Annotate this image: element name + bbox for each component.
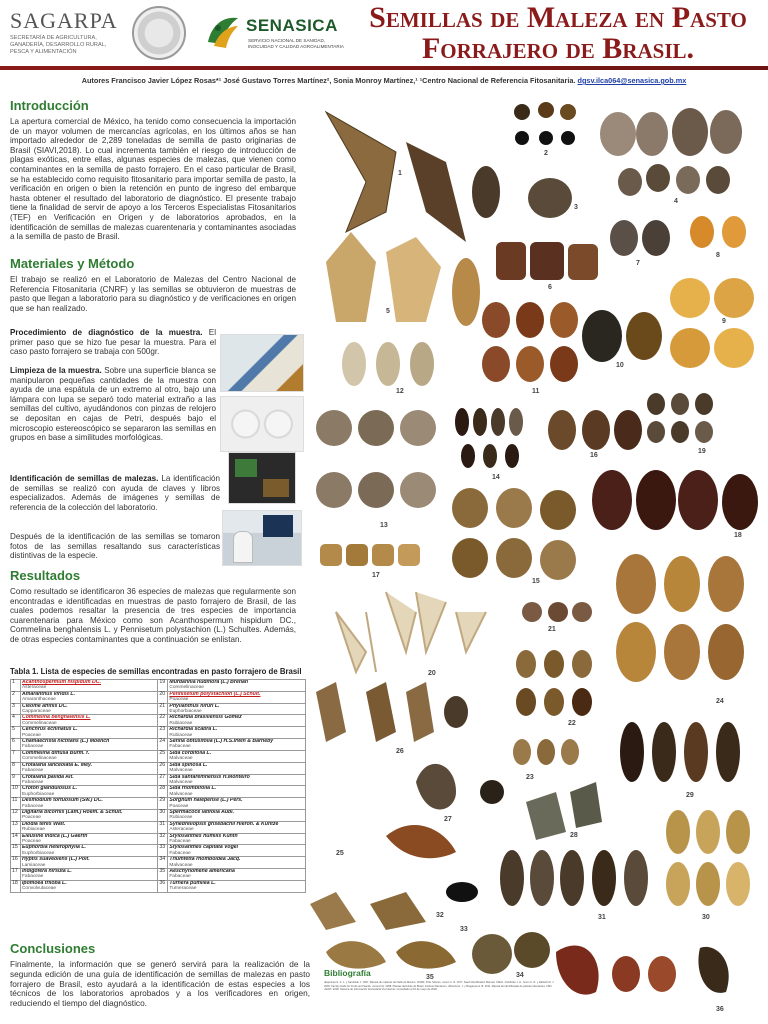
species-cell [20,880,157,892]
seed-label-11: 11 [532,388,540,395]
bibliography-section [324,968,560,992]
species-name: Acanthospermum hispidum DC. [21,680,101,685]
seed-senna-image [616,554,744,682]
introduction-section [10,98,296,242]
methods-heading: Materiales y Método [10,256,135,271]
species-number: 27 [158,774,168,786]
species-cell [20,821,157,833]
seed-label-17: 17 [372,572,380,579]
species-family: Poaceae [21,732,41,738]
sagarpa-subtitle: SECRETARÍA DE AGRICULTURA, GANADERÍA, DESARROLLO RURAL, PESCA Y ALIMENTACIÓN [10,35,107,55]
cleaning-text: Sobre una superficie blanca se manipularon pequeñas cantidades de la muestra con ayuda de una espátula de un extremo al otro, bajo una lámpara con lupa se separó todo material extraño a las semillas del cultivo, ayudándonos con pinzas de relojero se depositan en cajas de Petri, después bajo el microscopio estereoscópico se separaron las semillas en grupos en base a similitudes morfológicas. [10,366,217,443]
species-family: Poaceae [21,815,41,821]
species-number: 31 [158,821,168,833]
species-cell [20,703,157,715]
seed-label-31: 31 [598,914,606,921]
species-name: Sorghum halepense (L.) Pers. [169,798,243,804]
species-name: Chamaecrista nictitans (L.) Moench [21,739,110,745]
table-row [11,750,306,762]
title-line-2: Forrajero de Brasil. [421,32,695,65]
senasica-logo [204,10,354,60]
species-number: 21 [158,703,168,715]
species-family: Fabaceae [169,874,191,880]
species-family: Rubiaceae [169,815,193,821]
species-family: Fabaceae [21,874,44,880]
species-family: Euphorbiaceae [169,709,202,715]
species-cell [168,750,306,762]
seed-label-22: 22 [568,720,576,727]
species-number: 25 [158,750,168,762]
species-name: Diodia teres Walt. [21,821,66,827]
authors-text: Autores Francisco Javier López Rosas*¹ José Gustavo Torres Martínez², Sonia Monroy Martínez,¹ ¹Centro Nacional de Referencia Fitosanitaria. [81,76,576,85]
seed-plate [306,92,762,1018]
species-number: 34 [158,857,168,869]
species-family: Rubiaceae [169,732,193,738]
seed-hyptis-image [548,410,642,450]
table-row [11,809,306,821]
species-cell [20,833,157,845]
species-family: Malvaceae [169,768,193,774]
seed-acanthospermum-image [326,112,500,242]
species-cell [168,857,306,869]
seed-indigofera-image [320,544,420,566]
species-name: Richardia brasiliensis Gómez [169,715,242,721]
species-name: Ipomoea triloba L. [21,880,67,886]
species-name: Synedrellopsis grisebachii Hieron. & Kuntze [169,821,279,827]
poster-title [352,2,764,64]
seed-cenchrus-image [326,232,480,326]
seed-label-9: 9 [722,318,726,325]
seed-label-8: 8 [716,252,720,259]
species-family: Malvaceae [169,862,193,868]
species-cell [20,680,157,692]
species-family: Malvaceae [169,756,193,762]
species-family: Asteraceae [21,685,47,691]
species-name: Pennisetum polystachion (L.) Schult. [169,691,261,697]
species-name: Eleusine indica (L.) Gaertn [21,833,88,839]
identification-paragraph [10,474,220,512]
poster-header [0,0,768,68]
species-number: 19 [158,680,168,692]
species-number: 23 [158,727,168,739]
species-cell [20,691,157,703]
seed-label-5: 5 [386,308,390,315]
species-cell [20,798,157,810]
species-family: Poaceae [21,838,41,844]
seed-stylosanthes-image [310,825,478,930]
table-row [11,833,306,845]
table-row [11,869,306,881]
species-table [10,679,306,893]
seed-photographs [306,92,762,1018]
species-number: 5 [11,727,21,739]
species-cell [168,715,306,727]
table-row [11,880,306,892]
seed-digitaria-image [342,342,434,386]
microscope-lab-photo [222,510,302,566]
species-number: 6 [11,739,21,751]
species-cell [168,869,306,881]
species-name: Euphorbia heterophylla L. [21,845,86,851]
species-cell [20,786,157,798]
seed-label-26: 26 [396,748,404,755]
seed-murdannia-image [647,393,713,443]
sagarpa-name: SAGARPA [10,8,118,33]
species-name: Sida spinosa L. [169,762,208,768]
species-number: 28 [158,786,168,798]
species-cell [168,809,306,821]
senasica-subtitle: SERVICIO NACIONAL DE SANIDAD, INOCUIDAD Y CALIDAD AGROALIMENTARIA [248,38,344,49]
seed-label-23: 23 [526,774,534,781]
seed-label-14: 14 [492,474,500,481]
introduction-text: La apertura comercial de México, ha tenido como consecuencia la importación de un mayor volumen de mercancías agrícolas, en los últimos años se han importado alrededor de 2,289 toneladas de semilla de pasto originarias de Brasil (SIAVI,2018). Lo cual incrementa también el riesgo de introducción de plagas exóticas, entre ellas, algunas especies de malezas, que vienen como contaminantes en la semilla de pasto forrajero. En el caso particular de Brasil, se ha establecido como requisito fitosanitario para importar semilla de pasto, la verificación en origen o bien la retención en punto de ingreso del embarque hasta obtener el resultado del laboratorio de diagnóstico. El presente trabajo tiene la finalidad de servir de apoyo a los Terceros Especialistas Fitosanitarios (TEF) en Verificación en Origen y de laboratorios aprobados, en la identificación de semillas de malezas cuarentenaria y contaminantes asociadas a la semilla de pasto de Brasil. [10,117,296,242]
seed-amaranthus-image [514,102,576,145]
seed-synedrellopsis-image [500,850,648,906]
results-text: Como resultado se identificaron 36 especies de malezas que regularmente son encontradas e identificadas en muestras de pasto forrajero de Brasil, de las cuales podemos resaltar la presencia de tres especies de importancia cuarentenaria para México como son Acanthospermum hispidum DC., Commelina benghalensis L. y Pennisetum polystachion (L.) Schultes. Además, de otras especies contaminantes que a continuación se enlistan. [10,587,296,644]
seed-label-24: 24 [716,698,724,705]
species-name: Murdannia nudiflora (L.) Brenan [169,680,249,685]
species-family: Fabaceae [169,838,191,844]
species-name: Crotalaria lanceolata E. Mey. [21,762,93,768]
species-name: Cenchrus echinatus L. [21,727,78,733]
table-row [11,786,306,798]
species-number: 11 [11,798,21,810]
results-heading: Resultados [10,568,81,583]
species-number: 18 [11,880,21,892]
species-number: 22 [158,715,168,727]
species-cell [20,750,157,762]
seed-label-21: 21 [548,626,556,633]
cleaning-title: Limpieza de la muestra. [10,366,102,375]
species-cell [20,809,157,821]
seed-label-29: 29 [686,792,694,799]
seed-croton-image [582,310,662,362]
species-family: Commelinaceae [21,720,57,726]
seed-ipomoea-image [592,470,758,530]
seed-diodia-image [316,410,436,508]
species-cell [168,727,306,739]
species-cell [168,680,306,692]
seed-label-18: 18 [734,532,742,539]
seed-sida-image [316,682,468,742]
species-number: 32 [158,833,168,845]
senasica-name: SENASICA [246,16,338,35]
author-email-link[interactable]: dgsv.ilca064@senasica.gob.mx [577,76,687,85]
identification-text: La identificación de semillas se realizó con ayuda de claves y libros especializados. Además de imágenes y semillas de referencia de la colección del laboratorio. [10,474,221,512]
table-row [11,739,306,751]
species-name: Cleome affinis DC. [21,703,68,709]
conclusions-section [10,941,310,1009]
authors-line [0,76,768,85]
species-name: Croton glandulosus L. [21,786,78,792]
seed-spermacoce-image [666,810,750,906]
species-cell [168,821,306,833]
species-cell [168,739,306,751]
seed-label-7: 7 [636,260,640,267]
species-cell [20,739,157,751]
species-cell [20,727,157,739]
seed-sida-rhombifolia-image [526,782,602,840]
species-number: 30 [158,809,168,821]
procedure-text: El primer paso que se hizo fue pesar la muestra. Para el caso pasto forrajero se trabaja con 500gr. [10,328,216,357]
species-name: Amaranthus viridis L. [21,691,76,697]
seed-chamaecrista-image [496,242,598,280]
species-name: Hyptis suaveolens (L.) Poit. [21,857,90,863]
seed-label-25: 25 [336,850,344,857]
table-row [11,845,306,857]
seed-euphorbia-image [452,488,576,580]
species-name: Senna obtusifolia (L.) H.S.Irwin & Barneby [169,739,274,745]
species-cell [20,845,157,857]
petri-dish-photo [220,396,304,452]
senasica-emblem-icon [204,12,242,50]
species-number: 33 [158,845,168,857]
species-cell [168,798,306,810]
seed-sorghum-image [620,722,740,782]
bibliography-heading: Bibliografía [324,968,371,978]
species-cell [168,703,306,715]
species-number: 26 [158,762,168,774]
species-name: Richardia scabra L. [169,727,218,733]
species-cell [20,762,157,774]
species-family: Fabaceae [169,744,191,750]
seed-pennisetum-image [336,592,486,672]
seed-aeschynomene-image [326,941,456,968]
table-row [11,727,306,739]
species-number: 15 [11,845,21,857]
species-cell [168,691,306,703]
seed-label-30: 30 [702,914,710,921]
species-family: Commelinaceae [169,685,205,691]
species-family: Amaranthaceae [21,697,56,703]
species-family: Poaceae [169,803,189,809]
seed-label-33: 33 [460,926,468,933]
seed-commelina-image [600,108,742,196]
species-name: Commelina diffusa Burm. f. [21,750,90,756]
seed-label-12: 12 [396,388,404,395]
mexico-seal-icon [132,6,186,60]
table-row [11,715,306,727]
species-name: Digitaria bicornis (Lam.) Roem. & Schult. [21,809,123,815]
table-row [11,703,306,715]
header-divider [0,66,768,70]
species-number: 10 [11,786,21,798]
seed-label-19: 19 [698,448,706,455]
seed-richardia-scabra-image [513,739,579,765]
seed-label-13: 13 [380,522,388,529]
species-family: Malvaceae [169,791,193,797]
species-cell [168,880,306,892]
species-family: Commelinaceae [21,756,57,762]
species-family: Poaceae [169,697,189,703]
species-family: Turneraceae [169,886,197,892]
species-name: Spermacoce latifolia Aubl. [169,809,235,815]
table-row [11,680,306,692]
species-name: Aeschynomene americana [169,869,235,874]
introduction-heading: Introducción [10,98,89,113]
species-number: 36 [158,880,168,892]
species-family: Malvaceae [169,779,193,785]
seed-label-34: 34 [516,972,524,979]
photography-text: Después de la identificación de las semillas se tomaron fotos de las semillas resaltando sus características distintivas de la especie. [10,532,220,561]
species-name: Indigofera hirsuta L. [21,869,72,874]
species-number: 1 [11,680,21,692]
species-number: 9 [11,774,21,786]
species-number: 12 [11,809,21,821]
species-family: Fabaceae [169,850,191,856]
seed-phyllanthus-image [522,602,592,622]
title-line-1: Semillas de Maleza en Pasto [369,1,747,34]
seed-label-16: 16 [590,452,598,459]
table-row [11,691,306,703]
species-number: 14 [11,833,21,845]
seed-crotalaria-pallida-image [670,278,754,368]
species-cell [168,774,306,786]
seed-label-1: 1 [398,170,402,177]
conclusions-heading: Conclusiones [10,941,96,956]
species-cell [20,869,157,881]
species-name: Phyllanthus niruri L. [169,703,220,709]
species-name: Desmodium tortuosum (Sw.) DC. [21,798,103,804]
reference-images-photo [228,452,296,504]
photography-paragraph [10,532,220,561]
species-cell [168,845,306,857]
species-number: 24 [158,739,168,751]
seed-sida-santaremnensis-image [416,764,504,810]
species-cell [20,857,157,869]
species-cell [20,774,157,786]
seed-label-6: 6 [548,284,552,291]
species-number: 16 [11,857,21,869]
species-name: Triumfetta rhomboidea Jacq. [169,857,241,863]
seed-label-35: 35 [426,974,434,981]
bibliography-text: •Espinosa G. F. J., y Sarukhán J. 1997. Manual de malezas del Valle de México. UNAM, FCE. México. •Gunn C. R. 1977. Seed Identification Manual. USDA. •Kirkbride J. H., Gunn C. R. y Dallwitz M. J. 2006. Family Guide for Fruits and Seeds. •Lorenzi H. 2008. Plantas daninhas do Brasil. Instituto Plantarum. •Moreira H. J. y Bragança H. B. 2011. Manual de identificação de plantas infestantes. FMC. •SIAVI. 2018. Sistema de Información Arancelaria Vía Internet. Consultado el 15 de mayo de 2018. [324,981,555,992]
table-title: Tabla 1. Lista de especies de semillas encontradas en pasto forrajero de Brasil [10,667,302,676]
species-family: Rubiaceae [169,720,193,726]
seed-turnera-image [556,946,729,995]
species-family: Convolvulaceae [21,886,57,892]
species-number: 17 [11,869,21,881]
table-row [11,774,306,786]
seed-desmodium-image [482,302,578,382]
species-name: Sida santaremnensis H.Monteiro [169,774,250,780]
species-family: Fabaceae [21,779,44,785]
species-family: Asteraceae [169,827,194,833]
seed-label-20: 20 [428,670,436,677]
seed-label-36: 36 [716,1006,724,1013]
species-cell [168,762,306,774]
seed-label-27: 27 [444,816,452,823]
seed-label-3: 3 [574,204,578,211]
species-cell [20,715,157,727]
species-family: Rubiaceae [21,827,45,833]
seed-label-4: 4 [674,198,678,205]
seed-label-10: 10 [616,362,624,369]
species-cell [168,833,306,845]
seed-commelina-diffusa-image [610,220,670,256]
species-number: 2 [11,691,21,703]
species-number: 29 [158,798,168,810]
seed-cleome-image [528,178,572,218]
table-row [11,762,306,774]
seed-eleusine-image [455,408,523,468]
seed-label-32: 32 [436,912,444,919]
table-row [11,857,306,869]
seed-label-28: 28 [570,832,578,839]
procedure-paragraph [10,328,216,357]
table-row [11,821,306,833]
species-family: Capparaceae [21,709,51,715]
identification-title: Identificación de semillas de malezas. [10,474,159,483]
species-name: Sida rhombifolia L. [169,786,217,792]
table-row [11,798,306,810]
species-number: 20 [158,691,168,703]
species-family: Fabaceae [21,768,44,774]
seed-crotalaria-lanceolata-image [690,216,746,248]
species-family: Euphorbiaceae [21,850,55,856]
cleaning-paragraph [10,366,216,443]
species-family: Euphorbiaceae [21,791,55,797]
species-number: 7 [11,750,21,762]
seed-label-15: 15 [532,578,540,585]
species-number: 3 [11,703,21,715]
species-name: Stylosanthes capitata Vogel [169,845,239,851]
species-family: Lamiaceae [21,862,46,868]
species-number: 8 [11,762,21,774]
species-family: Fabaceae [21,803,44,809]
species-name: Sida cordifolia L. [169,750,212,756]
species-name: Stylosanthes humilis Kunth [169,833,238,839]
weighing-sample-photo [220,334,304,392]
results-section [10,568,296,645]
procedure-title: Procedimiento de diagnóstico de la muestra. [10,328,203,337]
methods-text: El trabajo se realizó en el Laboratorio de Malezas del Centro Nacional de Referencia Fitosanitaria (CNRF) y las semillas se obtuvieron de muestras de pasto que llegan a laboratorio para su diagnóstico y de verificaciones en origen que se han realizado. [10,275,296,313]
species-number: 35 [158,869,168,881]
species-cell [168,786,306,798]
seed-richardia-image [516,650,592,716]
sagarpa-logo [10,8,122,56]
seed-label-2: 2 [544,150,548,157]
species-name: Crotalaria pallida Ait. [21,774,74,780]
species-number: 4 [11,715,21,727]
species-name: Turnera pumilea L. [169,880,216,886]
species-number: 13 [11,821,21,833]
conclusions-text: Finalmente, la información que se generó servirá para la realización de la segunda edición de una guía de identificación de semillas de malezas en pasto forrajero de Brasil, esto ayudará a la identificación de estas especies a los técnicos de los laboratorios aprobados y a los verificadores en origen, reduciendo el tiempo del diagnóstico. [10,959,310,1009]
methods-section [10,256,296,313]
species-family: Fabaceae [21,744,44,750]
species-name: Commelina benghalensis L. [21,715,91,721]
